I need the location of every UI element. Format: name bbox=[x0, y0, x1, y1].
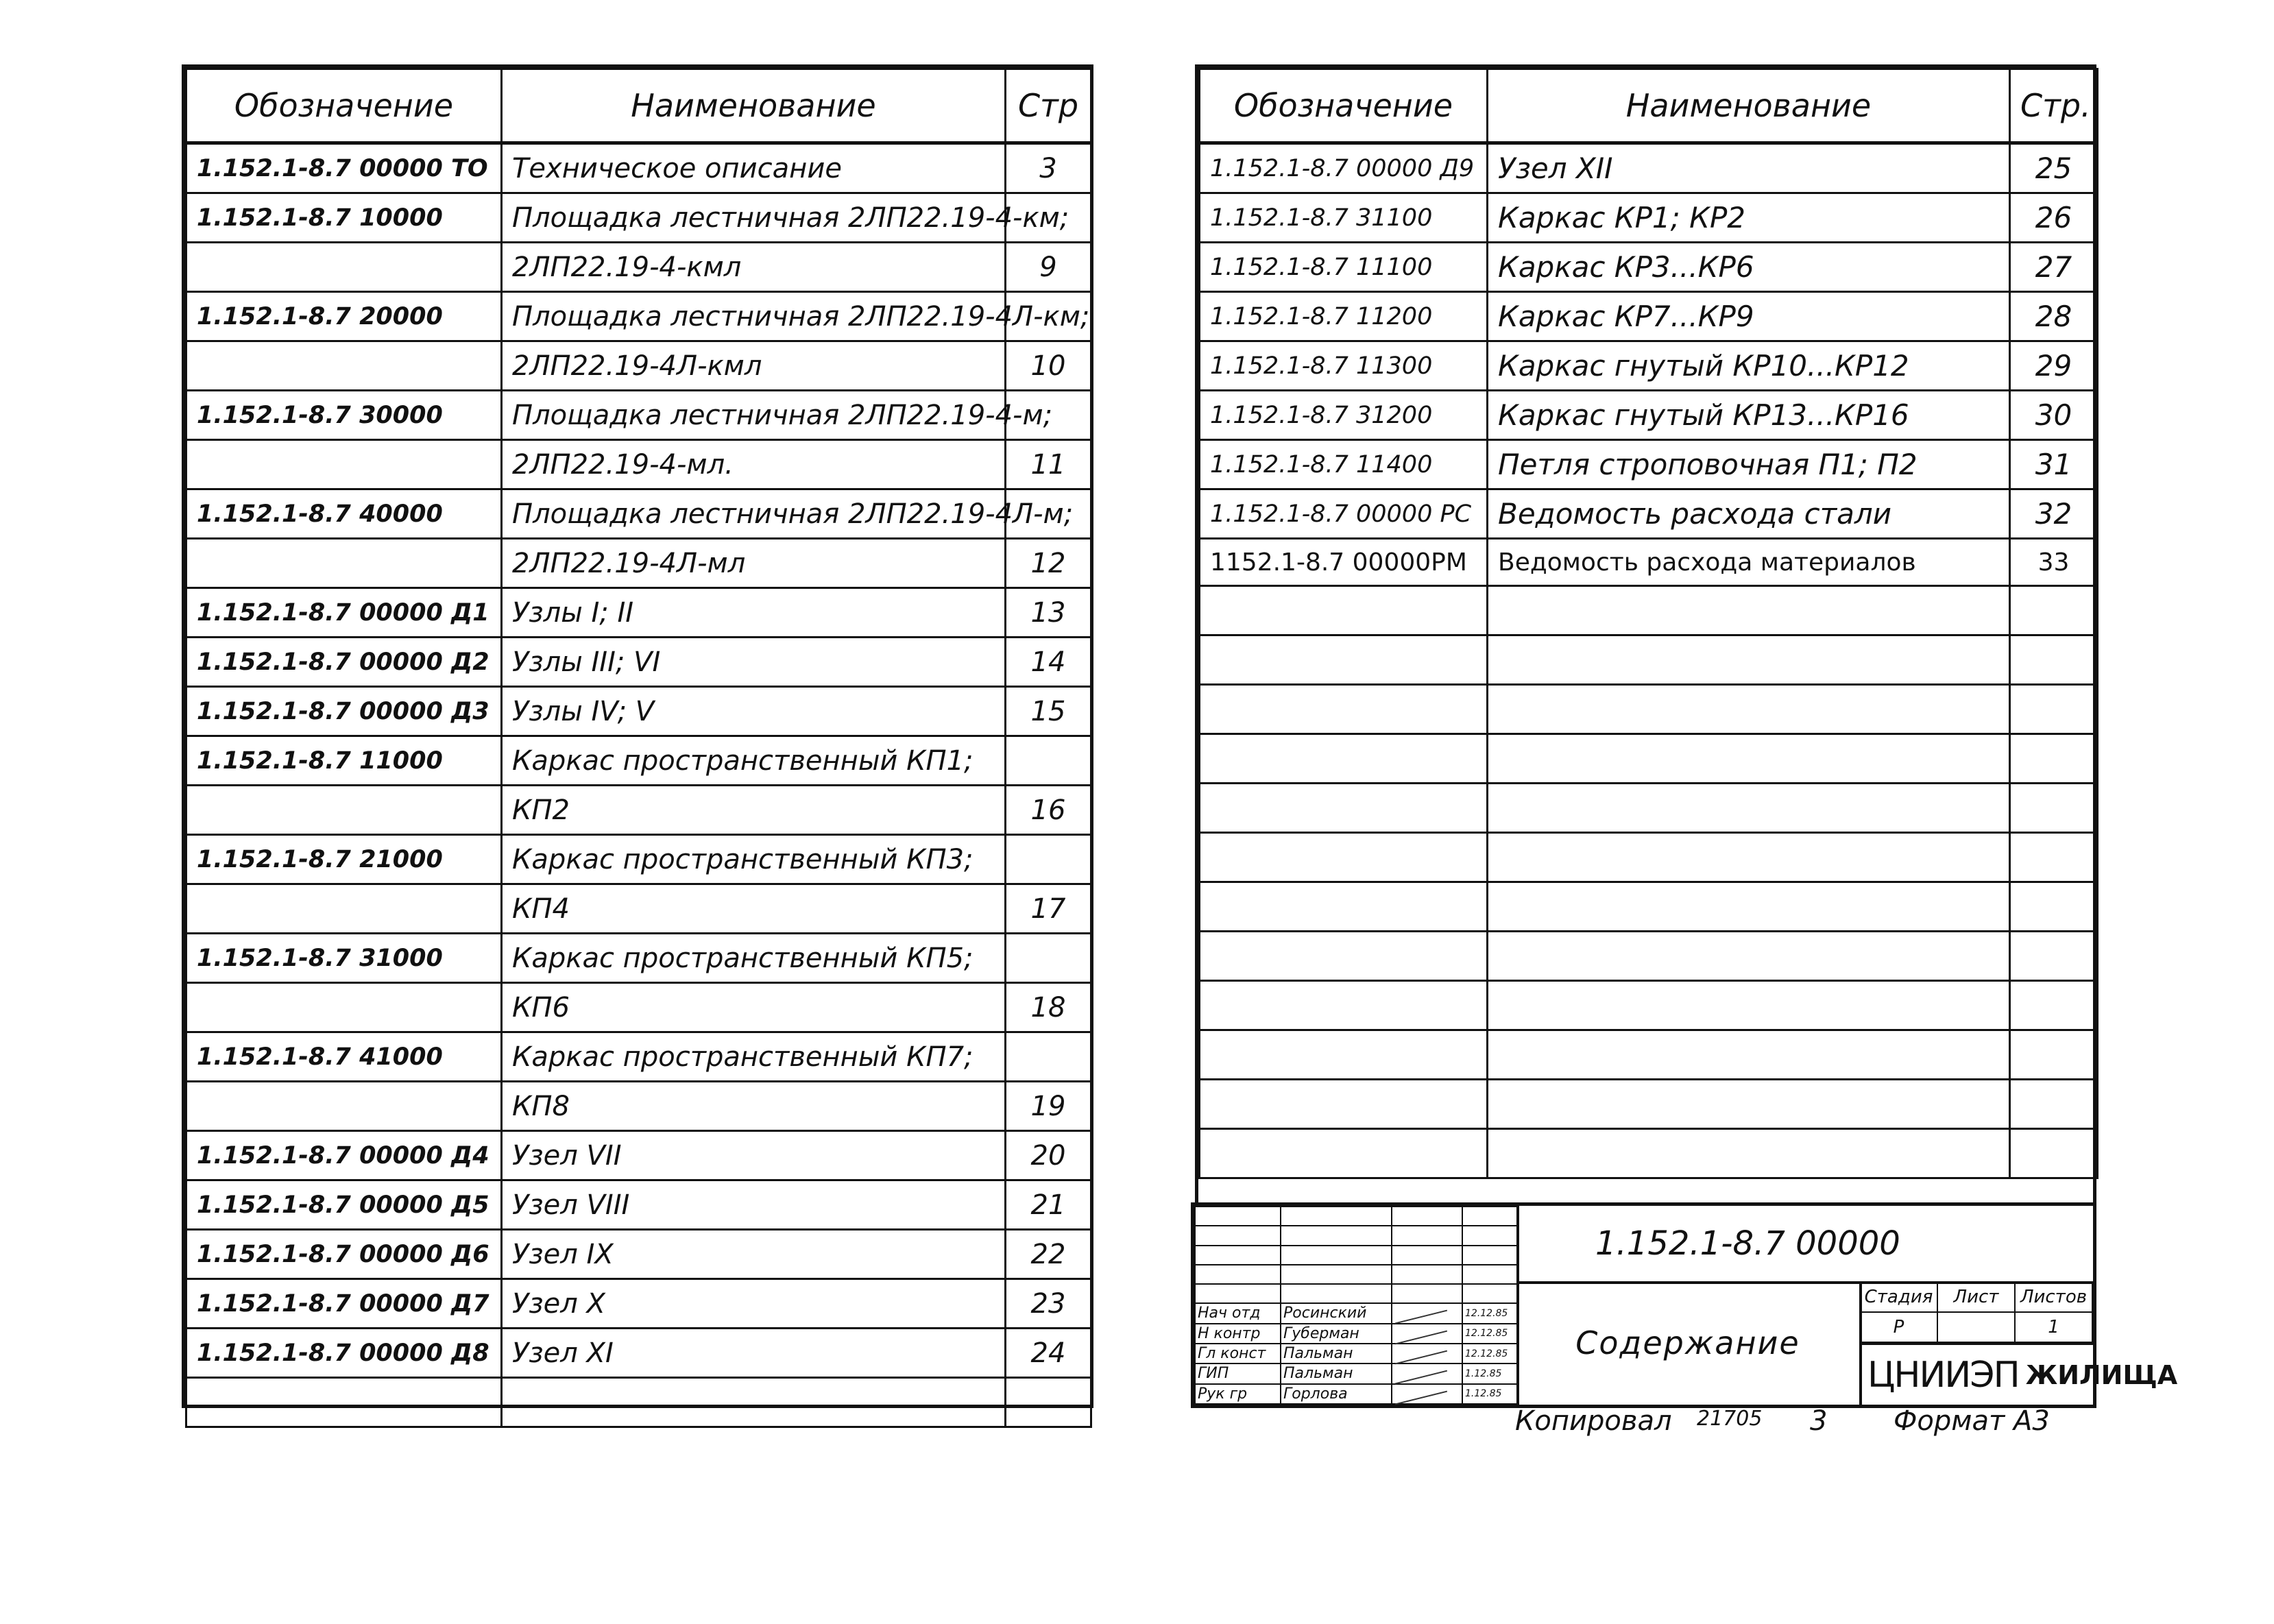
empty-cell bbox=[1200, 784, 1488, 833]
empty-row bbox=[1200, 586, 2098, 635]
row-name: Узлы I; II bbox=[502, 588, 1006, 638]
signature-empty-row bbox=[1195, 1226, 1517, 1245]
row-page: 25 bbox=[2010, 143, 2098, 193]
empty-cell bbox=[1488, 1129, 2010, 1178]
signature-row bbox=[1195, 1384, 1517, 1404]
row-name: КП2 bbox=[502, 786, 1006, 835]
row-name: Каркас гнутый КР10...КР12 bbox=[1488, 341, 2010, 391]
table-row bbox=[186, 934, 1091, 983]
stage-table bbox=[1859, 1281, 2093, 1343]
org-abbreviation: ЦНИИЭП bbox=[1867, 1354, 2019, 1396]
handwritten-signature bbox=[1395, 1310, 1447, 1324]
empty-cell bbox=[1200, 1129, 1488, 1178]
row-designation bbox=[186, 983, 502, 1032]
empty-cell bbox=[1488, 734, 2010, 784]
left-header-page: Стр bbox=[1006, 69, 1091, 143]
row-designation: 1.152.1-8.7 21000 bbox=[186, 835, 502, 884]
table-row bbox=[186, 143, 1091, 193]
empty-cell bbox=[1200, 734, 1488, 784]
row-page: 10 bbox=[1006, 341, 1091, 391]
handwritten-signature bbox=[1395, 1370, 1447, 1385]
row-name: Площадка лестничная 2ЛП22.19-4-км; bbox=[502, 193, 1006, 243]
signature-empty-cell bbox=[1195, 1246, 1281, 1265]
row-page: 20 bbox=[1006, 1131, 1091, 1180]
row-page: 9 bbox=[1006, 243, 1091, 292]
row-page: 26 bbox=[2010, 193, 2098, 243]
row-name: Петля строповочная П1; П2 bbox=[1488, 440, 2010, 489]
empty-cell bbox=[1488, 1080, 2010, 1129]
row-page: 21 bbox=[1006, 1180, 1091, 1230]
table-row bbox=[186, 983, 1091, 1032]
row-designation: 1.152.1-8.7 40000 bbox=[186, 489, 502, 539]
row-name: 2ЛП22.19-4Л-кмл bbox=[502, 341, 1006, 391]
signature-empty-cell bbox=[1392, 1207, 1462, 1226]
signature-empty-cell bbox=[1195, 1226, 1281, 1245]
row-page: 18 bbox=[1006, 983, 1091, 1032]
signature-empty-cell bbox=[1462, 1246, 1517, 1265]
row-page: 28 bbox=[2010, 292, 2098, 341]
row-page: 30 bbox=[2010, 391, 2098, 440]
row-designation: 1.152.1-8.7 00000 Д7 bbox=[186, 1279, 502, 1329]
left-table-grid bbox=[185, 68, 1092, 1428]
table-row bbox=[186, 440, 1091, 489]
empty-row bbox=[1200, 685, 2098, 734]
signature-name: Росинский bbox=[1281, 1303, 1392, 1323]
signature-role: Рук гр bbox=[1195, 1384, 1281, 1404]
signature-empty-cell bbox=[1392, 1265, 1462, 1284]
table-row bbox=[186, 1082, 1091, 1131]
table-row bbox=[1200, 292, 2098, 341]
table-row bbox=[186, 1131, 1091, 1180]
row-page bbox=[1006, 934, 1091, 983]
row-name: КП6 bbox=[502, 983, 1006, 1032]
row-designation: 1.152.1-8.7 00000 РС bbox=[1200, 489, 1488, 539]
empty-cell bbox=[1200, 932, 1488, 981]
left-table-body bbox=[186, 143, 1091, 1427]
row-page: 12 bbox=[1006, 539, 1091, 588]
table-row bbox=[186, 539, 1091, 588]
right-header-name: Наименование bbox=[1488, 69, 2010, 143]
empty-cell bbox=[1200, 586, 1488, 635]
empty-cell bbox=[1200, 635, 1488, 685]
row-name: Каркас пространственный КП3; bbox=[502, 835, 1006, 884]
empty-cell bbox=[1488, 635, 2010, 685]
empty-cell bbox=[1488, 1030, 2010, 1080]
table-row bbox=[1200, 341, 2098, 391]
row-designation: 1.152.1-8.7 00000 Д6 bbox=[186, 1230, 502, 1279]
empty-cell bbox=[1200, 833, 1488, 882]
row-page: 15 bbox=[1006, 687, 1091, 736]
table-row bbox=[186, 1032, 1091, 1082]
right-table-body bbox=[1200, 143, 2098, 1178]
table-row bbox=[186, 1180, 1091, 1230]
row-page bbox=[1006, 1032, 1091, 1082]
handwritten-signature bbox=[1395, 1390, 1447, 1405]
empty-cell bbox=[1488, 882, 2010, 932]
signature-empty-cell bbox=[1462, 1265, 1517, 1284]
row-name: 2ЛП22.19-4Л-мл bbox=[502, 539, 1006, 588]
row-designation: 1.152.1-8.7 31200 bbox=[1200, 391, 1488, 440]
signature-cell bbox=[1392, 1344, 1462, 1364]
row-designation: 1152.1-8.7 00000РМ bbox=[1200, 539, 1488, 586]
empty-cell bbox=[1488, 784, 2010, 833]
row-name: Каркас гнутый КР13...КР16 bbox=[1488, 391, 2010, 440]
empty-row bbox=[1200, 734, 2098, 784]
empty-cell bbox=[2010, 981, 2098, 1030]
contents-table-left bbox=[182, 64, 1093, 1408]
signature-empty-cell bbox=[1462, 1207, 1517, 1226]
signature-cell bbox=[1392, 1303, 1462, 1323]
table-row bbox=[1200, 193, 2098, 243]
table-row bbox=[1200, 391, 2098, 440]
org-name: ЖИЛИЩА bbox=[2025, 1359, 2178, 1390]
row-name: Техническое описание bbox=[502, 143, 1006, 193]
signature-empty-cell bbox=[1195, 1207, 1281, 1226]
empty-row bbox=[1200, 1080, 2098, 1129]
row-designation: 1.152.1-8.7 11000 bbox=[186, 736, 502, 786]
signature-empty-row bbox=[1195, 1284, 1517, 1303]
row-name: Каркас пространственный КП1; bbox=[502, 736, 1006, 786]
signature-name: Губерман bbox=[1281, 1324, 1392, 1344]
signature-empty-row bbox=[1195, 1246, 1517, 1265]
row-page: 22 bbox=[1006, 1230, 1091, 1279]
signature-date: 1.12.85 bbox=[1462, 1384, 1517, 1404]
signature-name: Пальман bbox=[1281, 1344, 1392, 1364]
signature-role: Гл конст bbox=[1195, 1344, 1281, 1364]
left-header-designation: Обозначение bbox=[186, 69, 502, 143]
left-table-header-row bbox=[186, 69, 1091, 143]
empty-cell bbox=[2010, 635, 2098, 685]
right-header-designation: Обозначение bbox=[1200, 69, 1488, 143]
row-name: Площадка лестничная 2ЛП22.19-4Л-км; bbox=[502, 292, 1006, 341]
empty-row bbox=[1200, 1129, 2098, 1178]
signature-empty-cell bbox=[1281, 1265, 1392, 1284]
empty-cell bbox=[1488, 586, 2010, 635]
empty-cell bbox=[1488, 981, 2010, 1030]
signature-role: ГИП bbox=[1195, 1364, 1281, 1383]
signature-empty-cell bbox=[1281, 1284, 1392, 1303]
signature-row bbox=[1195, 1324, 1517, 1344]
row-page: 17 bbox=[1006, 884, 1091, 934]
empty-cell bbox=[1200, 685, 1488, 734]
table-row bbox=[1200, 539, 2098, 586]
row-designation: 1.152.1-8.7 10000 bbox=[186, 193, 502, 243]
empty-cell bbox=[2010, 784, 2098, 833]
doc-code: 1.152.1-8.7 00000 bbox=[1516, 1206, 2093, 1284]
signature-empty-cell bbox=[1462, 1226, 1517, 1245]
empty-cell bbox=[1200, 981, 1488, 1030]
signature-empty-cell bbox=[1281, 1246, 1392, 1265]
signature-empty-cell bbox=[1392, 1284, 1462, 1303]
row-designation: 1.152.1-8.7 00000 Д8 bbox=[186, 1329, 502, 1378]
empty-cell bbox=[2010, 685, 2098, 734]
table-row bbox=[186, 1279, 1091, 1329]
row-name: КП8 bbox=[502, 1082, 1006, 1131]
row-name: Узлы III; VI bbox=[502, 638, 1006, 687]
signature-body bbox=[1195, 1207, 1517, 1404]
signature-row bbox=[1195, 1344, 1517, 1364]
row-designation: 1.152.1-8.7 00000 Д5 bbox=[186, 1180, 502, 1230]
row-name: Каркас пространственный КП5; bbox=[502, 934, 1006, 983]
table-row bbox=[186, 687, 1091, 736]
signature-date: 12.12.85 bbox=[1462, 1344, 1517, 1364]
sheets-value: 1 bbox=[2015, 1312, 2092, 1342]
empty-cell bbox=[1200, 1030, 1488, 1080]
stage-header: Стадия bbox=[1860, 1282, 1937, 1312]
empty-cell bbox=[2010, 1030, 2098, 1080]
left-header-name: Наименование bbox=[502, 69, 1006, 143]
signature-empty-cell bbox=[1195, 1265, 1281, 1284]
empty-cell bbox=[1488, 932, 2010, 981]
empty-cell bbox=[1200, 882, 1488, 932]
organization bbox=[1859, 1343, 2178, 1405]
row-page: 14 bbox=[1006, 638, 1091, 687]
row-designation: 1.152.1-8.7 30000 bbox=[186, 391, 502, 440]
signature-empty-cell bbox=[1195, 1284, 1281, 1303]
signature-date: 12.12.85 bbox=[1462, 1324, 1517, 1344]
table-row bbox=[186, 193, 1091, 243]
row-name: Ведомость расхода материалов bbox=[1488, 539, 2010, 586]
right-header-page: Стр. bbox=[2010, 69, 2098, 143]
table-row bbox=[186, 1378, 1091, 1427]
row-name: Ведомость расхода стали bbox=[1488, 489, 2010, 539]
table-row bbox=[1200, 440, 2098, 489]
empty-row bbox=[1200, 1030, 2098, 1080]
stage-sheet-grid bbox=[1859, 1281, 2093, 1343]
signature-date: 12.12.85 bbox=[1462, 1303, 1517, 1323]
row-designation: 1.152.1-8.7 00000 Д9 bbox=[1200, 143, 1488, 193]
row-designation: 1.152.1-8.7 11300 bbox=[1200, 341, 1488, 391]
row-designation: 1.152.1-8.7 11200 bbox=[1200, 292, 1488, 341]
signature-empty-cell bbox=[1281, 1226, 1392, 1245]
row-name: Узлы IV; V bbox=[502, 687, 1006, 736]
stage-value: Р bbox=[1860, 1312, 1937, 1342]
row-designation: 1.152.1-8.7 00000 Д4 bbox=[186, 1131, 502, 1180]
table-row bbox=[1200, 143, 2098, 193]
row-name: Каркас пространственный КП7; bbox=[502, 1032, 1006, 1082]
empty-cell bbox=[2010, 882, 2098, 932]
row-name: Узел XI bbox=[502, 1329, 1006, 1378]
handwritten-signature bbox=[1395, 1350, 1447, 1365]
row-page: 31 bbox=[2010, 440, 2098, 489]
table-row bbox=[186, 341, 1091, 391]
table-row bbox=[186, 884, 1091, 934]
empty-row bbox=[1200, 932, 2098, 981]
doc-title: Содержание bbox=[1516, 1281, 1862, 1405]
table-row bbox=[186, 1329, 1091, 1378]
signature-role: Н контр bbox=[1195, 1324, 1281, 1344]
row-page bbox=[1006, 736, 1091, 786]
row-name: Площадка лестничная 2ЛП22.19-4-м; bbox=[502, 391, 1006, 440]
row-designation: 1.152.1-8.7 31000 bbox=[186, 934, 502, 983]
empty-cell bbox=[2010, 586, 2098, 635]
signature-table bbox=[1194, 1206, 1518, 1405]
row-page: 16 bbox=[1006, 786, 1091, 835]
signature-empty-cell bbox=[1392, 1246, 1462, 1265]
signature-empty-cell bbox=[1392, 1226, 1462, 1245]
signature-grid bbox=[1194, 1206, 1519, 1405]
table-row bbox=[186, 243, 1091, 292]
table-row bbox=[1200, 489, 2098, 539]
contents-table-right bbox=[1195, 64, 2096, 1202]
row-designation bbox=[186, 1082, 502, 1131]
empty-cell bbox=[1488, 685, 2010, 734]
signature-empty-cell bbox=[1281, 1207, 1392, 1226]
empty-row bbox=[1200, 635, 2098, 685]
row-designation: 1.152.1-8.7 11400 bbox=[1200, 440, 1488, 489]
row-name: Каркас КР3...КР6 bbox=[1488, 243, 2010, 292]
row-page: 27 bbox=[2010, 243, 2098, 292]
signature-row bbox=[1195, 1364, 1517, 1383]
empty-cell bbox=[1488, 833, 2010, 882]
signature-name: Горлова bbox=[1281, 1384, 1392, 1404]
row-page bbox=[1006, 1378, 1091, 1427]
row-designation: 1.152.1-8.7 41000 bbox=[186, 1032, 502, 1082]
empty-row bbox=[1200, 784, 2098, 833]
format-label: Формат А3 bbox=[1894, 1405, 2050, 1437]
row-designation bbox=[186, 786, 502, 835]
row-designation: 1.152.1-8.7 31100 bbox=[1200, 193, 1488, 243]
row-page: 24 bbox=[1006, 1329, 1091, 1378]
sheet-value bbox=[1937, 1312, 2015, 1342]
signature-role: Нач отд bbox=[1195, 1303, 1281, 1323]
row-designation bbox=[186, 440, 502, 489]
row-designation: 1.152.1-8.7 00000 ТО bbox=[186, 143, 502, 193]
empty-row bbox=[1200, 882, 2098, 932]
table-row bbox=[186, 391, 1091, 440]
right-table-grid bbox=[1198, 68, 2098, 1179]
signature-empty-cell bbox=[1462, 1284, 1517, 1303]
title-block bbox=[1191, 1202, 2178, 1408]
row-page: 23 bbox=[1006, 1279, 1091, 1329]
row-name: 2ЛП22.19-4-мл. bbox=[502, 440, 1006, 489]
copy-number: 21705 bbox=[1697, 1407, 1763, 1431]
signature-cell bbox=[1392, 1364, 1462, 1383]
table-row bbox=[186, 292, 1091, 341]
row-designation: 1.152.1-8.7 00000 Д3 bbox=[186, 687, 502, 736]
table-row bbox=[186, 1230, 1091, 1279]
empty-cell bbox=[2010, 932, 2098, 981]
empty-cell bbox=[2010, 833, 2098, 882]
footer bbox=[1515, 1405, 2132, 1446]
table-row bbox=[186, 835, 1091, 884]
row-page: 29 bbox=[2010, 341, 2098, 391]
right-table-header-row bbox=[1200, 69, 2098, 143]
row-page: 3 bbox=[1006, 143, 1091, 193]
sheets-header: Листов bbox=[2015, 1282, 2092, 1312]
empty-row bbox=[1200, 981, 2098, 1030]
row-designation: 1.152.1-8.7 00000 Д2 bbox=[186, 638, 502, 687]
signature-cell bbox=[1392, 1324, 1462, 1344]
row-name bbox=[502, 1378, 1006, 1427]
signature-row bbox=[1195, 1303, 1517, 1323]
row-designation: 1.152.1-8.7 20000 bbox=[186, 292, 502, 341]
table-row bbox=[1200, 243, 2098, 292]
table-row bbox=[186, 588, 1091, 638]
table-row bbox=[186, 736, 1091, 786]
signature-empty-row bbox=[1195, 1265, 1517, 1284]
row-name: Площадка лестничная 2ЛП22.19-4Л-м; bbox=[502, 489, 1006, 539]
row-designation bbox=[186, 884, 502, 934]
empty-cell bbox=[2010, 1129, 2098, 1178]
empty-row bbox=[1200, 833, 2098, 882]
copied-by-label: Копировал bbox=[1515, 1405, 1672, 1437]
row-designation bbox=[186, 1378, 502, 1427]
row-page bbox=[1006, 835, 1091, 884]
signature-empty-row bbox=[1195, 1207, 1517, 1226]
row-page: 33 bbox=[2010, 539, 2098, 586]
row-designation bbox=[186, 539, 502, 588]
row-designation: 1.152.1-8.7 11100 bbox=[1200, 243, 1488, 292]
row-designation bbox=[186, 243, 502, 292]
row-name: Узел XII bbox=[1488, 143, 2010, 193]
empty-cell bbox=[1200, 1080, 1488, 1129]
row-designation bbox=[186, 341, 502, 391]
copy-sheet: 3 bbox=[1810, 1405, 1828, 1437]
signature-cell bbox=[1392, 1384, 1462, 1404]
row-name: Узел VII bbox=[502, 1131, 1006, 1180]
row-name: Каркас КР1; КР2 bbox=[1488, 193, 2010, 243]
empty-cell bbox=[2010, 734, 2098, 784]
empty-cell bbox=[2010, 1080, 2098, 1129]
table-row bbox=[186, 489, 1091, 539]
row-name: КП4 bbox=[502, 884, 1006, 934]
row-page: 32 bbox=[2010, 489, 2098, 539]
signature-name: Пальман bbox=[1281, 1364, 1392, 1383]
row-name: Узел X bbox=[502, 1279, 1006, 1329]
signature-date: 1.12.85 bbox=[1462, 1364, 1517, 1383]
table-row bbox=[186, 638, 1091, 687]
row-designation: 1.152.1-8.7 00000 Д1 bbox=[186, 588, 502, 638]
handwritten-signature bbox=[1395, 1330, 1447, 1344]
row-page: 19 bbox=[1006, 1082, 1091, 1131]
row-name: Узел IX bbox=[502, 1230, 1006, 1279]
row-name: 2ЛП22.19-4-кмл bbox=[502, 243, 1006, 292]
row-page: 13 bbox=[1006, 588, 1091, 638]
row-name: Каркас КР7...КР9 bbox=[1488, 292, 2010, 341]
sheet-header: Лист bbox=[1937, 1282, 2015, 1312]
row-page: 11 bbox=[1006, 440, 1091, 489]
row-name: Узел VIII bbox=[502, 1180, 1006, 1230]
table-row bbox=[186, 786, 1091, 835]
